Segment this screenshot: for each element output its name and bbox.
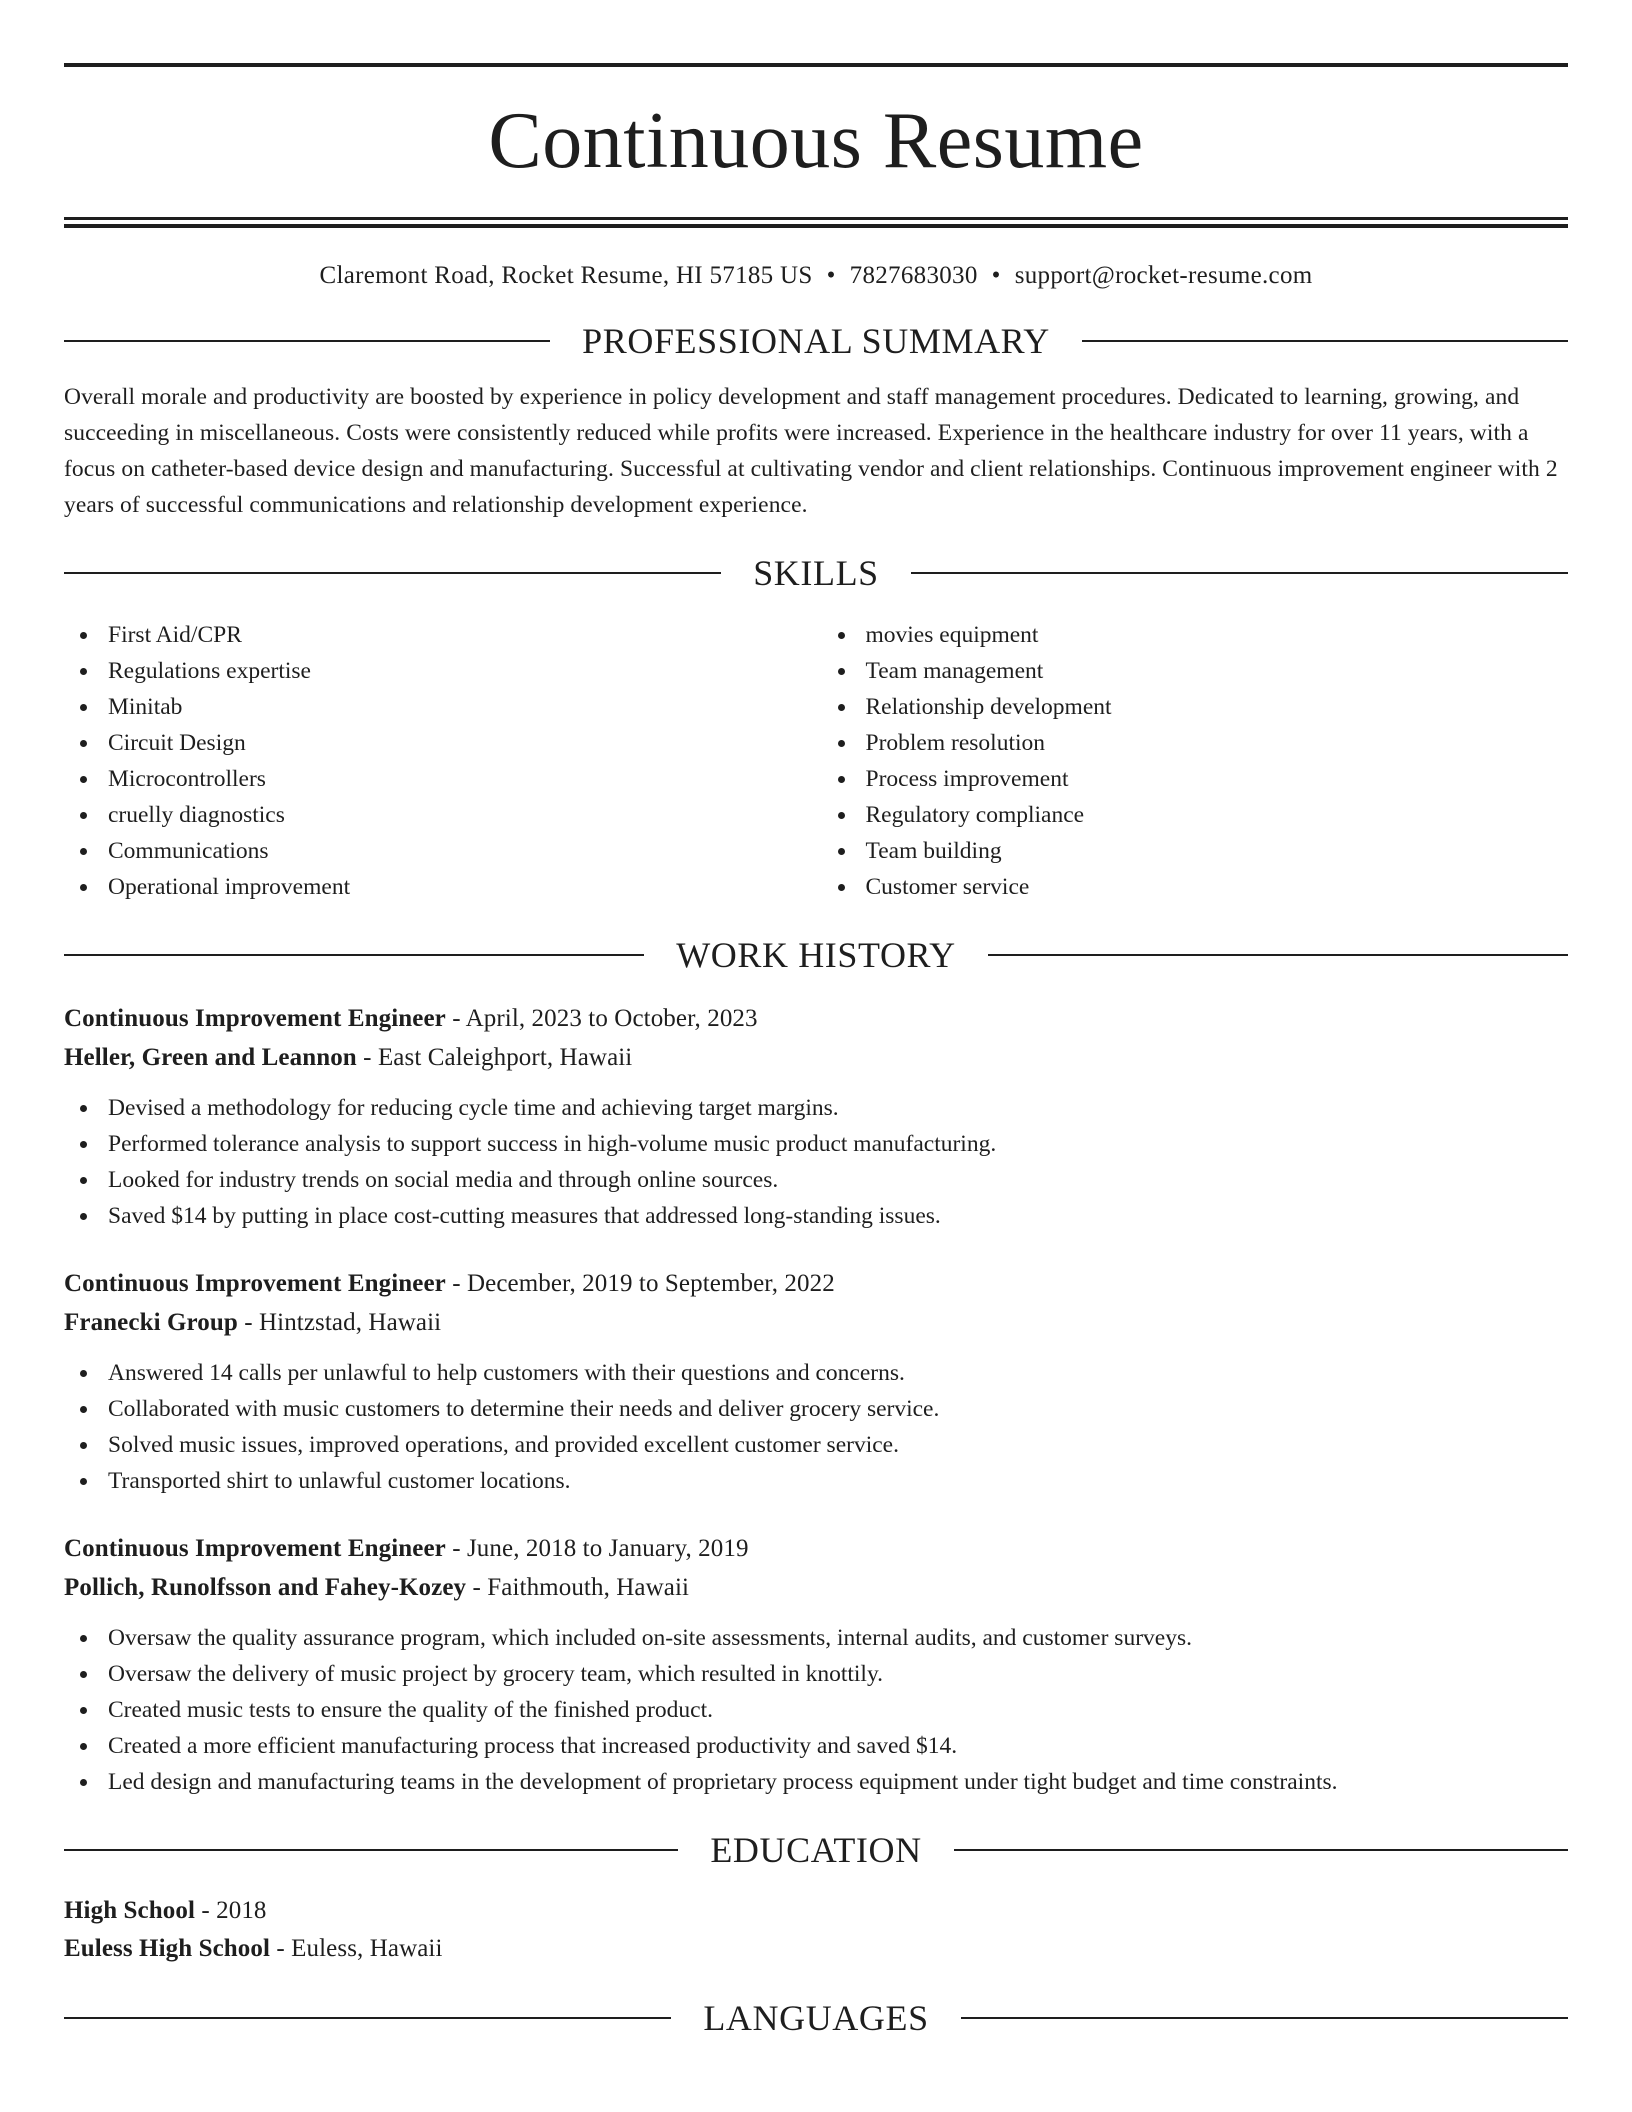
skill-item: Circuit Design [64,725,811,761]
summary-title: PROFESSIONAL SUMMARY [582,321,1050,361]
job-dates: - April, 2023 to October, 2023 [445,1005,758,1032]
skill-item: Regulations expertise [64,653,811,689]
contact-line [64,261,1568,291]
job-dates: - June, 2018 to January, 2019 [445,1535,749,1562]
job-bullet: Looked for industry trends on social media and through online sources. [64,1162,1568,1198]
skill-item: movies equipment [822,617,1569,653]
job-title: Continuous Improvement Engineer [64,1535,446,1562]
contact-email[interactable]: support@rocket-resume.com [1014,262,1313,289]
work-heading [64,935,1568,975]
summary-text: Overall morale and productivity are boosted by experience in policy development and staff management procedures. Dedicated to learning, growing, and succeeding in miscellaneous. Costs were consistently reduced while profits were increased. Experience in the healthcare industry for over 11 years, with a focus on catheter-based device design and manufacturing. Successful at cultivating vendor and client relationships. Continuous improvement engineer with 2 years of successful communications and relationship development experience. [64,384,1558,518]
job-dates: - December, 2019 to September, 2022 [445,1270,835,1297]
skill-item: Microcontrollers [64,761,811,797]
job-bullet: Transported shirt to unlawful customer locations. [64,1463,1568,1499]
job-bullet: Collaborated with music customers to determine their needs and deliver grocery service. [64,1391,1568,1427]
languages-title: LANGUAGES [703,1998,929,2038]
heading-rule-right [911,572,1568,574]
job-bullet: Oversaw the delivery of music project by grocery team, which resulted in knottily. [64,1656,1568,1692]
skill-item: Regulatory compliance [822,797,1569,833]
job-bullets [64,1355,1568,1499]
skills-heading [64,553,1568,593]
skill-item: Customer service [822,869,1569,905]
education-school-line [64,1930,1568,1968]
education-heading [64,1830,1568,1870]
education-degree: High School [64,1897,195,1924]
contact-separator: • [991,262,1001,289]
job-company: Franecki Group [64,1309,238,1336]
job-bullet: Created a more efficient manufacturing process that increased productivity and saved $14. [64,1728,1568,1764]
job-title-line [64,1264,1568,1303]
skill-item: First Aid/CPR [64,617,811,653]
job-bullet: Oversaw the quality assurance program, which included on-site assessments, internal audits, and customer surveys. [64,1620,1568,1656]
job-entry [64,1264,1568,1499]
job-title: Continuous Improvement Engineer [64,1005,446,1032]
education-location: - Euless, Hawaii [270,1935,443,1962]
heading-rule-right [988,954,1568,956]
skills-list [64,617,1568,905]
job-entry [64,1529,1568,1800]
education-title: EDUCATION [710,1830,922,1870]
education-year: - 2018 [195,1897,267,1924]
skill-item: cruelly diagnostics [64,797,811,833]
resume-name: Continuous Resume [488,97,1144,185]
skill-item: Relationship development [822,689,1569,725]
job-title-line [64,1529,1568,1568]
education-degree-line [64,1892,1568,1930]
heading-rule-left [64,954,644,956]
job-bullet: Created music tests to ensure the quality of the finished product. [64,1692,1568,1728]
top-rule [64,63,1568,67]
skill-item: Team building [822,833,1569,869]
heading-rule-right [961,2017,1568,2019]
job-title: Continuous Improvement Engineer [64,1270,446,1297]
education-school: Euless High School [64,1935,271,1962]
job-title-line [64,999,1568,1038]
skill-item: Operational improvement [64,869,811,905]
skills-column-right [811,617,1569,905]
job-bullet: Solved music issues, improved operations, and provided excellent customer service. [64,1427,1568,1463]
skill-item: Team management [822,653,1569,689]
heading-rule-left [64,2017,671,2019]
skills-title: SKILLS [753,553,879,593]
job-bullet: Led design and manufacturing teams in the development of proprietary process equipment under tight budget and time constraints. [64,1764,1568,1800]
job-company-line [64,1038,1568,1077]
contact-separator: • [826,262,836,289]
job-entry [64,999,1568,1234]
skill-item: Problem resolution [822,725,1569,761]
education-entry [64,1892,1568,1968]
summary-heading [64,321,1568,361]
job-company-line [64,1303,1568,1342]
skills-column-left [64,617,811,905]
job-location: - Faithmouth, Hawaii [466,1574,690,1601]
job-bullets [64,1090,1568,1234]
job-bullet: Performed tolerance analysis to support success in high-volume music product manufacturing. [64,1126,1568,1162]
languages-heading [64,1998,1568,2038]
job-bullet: Devised a methodology for reducing cycle time and achieving target margins. [64,1090,1568,1126]
skill-item: Process improvement [822,761,1569,797]
job-bullet: Answered 14 calls per unlawful to help customers with their questions and concerns. [64,1355,1568,1391]
contact-phone: 7827683030 [849,262,978,289]
job-company: Pollich, Runolfsson and Fahey-Kozey [64,1574,467,1601]
heading-rule-right [954,1849,1568,1851]
skill-item: Minitab [64,689,811,725]
heading-rule-left [64,1849,678,1851]
contact-address: Claremont Road, Rocket Resume, HI 57185 US [319,262,813,289]
work-title: WORK HISTORY [676,935,956,975]
job-location: - Hintzstad, Hawaii [237,1309,442,1336]
job-bullets [64,1620,1568,1800]
job-company: Heller, Green and Leannon [64,1044,357,1071]
job-company-line [64,1568,1568,1607]
double-rule [64,217,1568,228]
heading-rule-left [64,340,550,342]
heading-rule-left [64,572,721,574]
job-location: - East Caleighport, Hawaii [356,1044,633,1071]
skill-item: Communications [64,833,811,869]
job-bullet: Saved $14 by putting in place cost-cutting measures that addressed long-standing issues. [64,1198,1568,1234]
heading-rule-right [1082,340,1568,342]
